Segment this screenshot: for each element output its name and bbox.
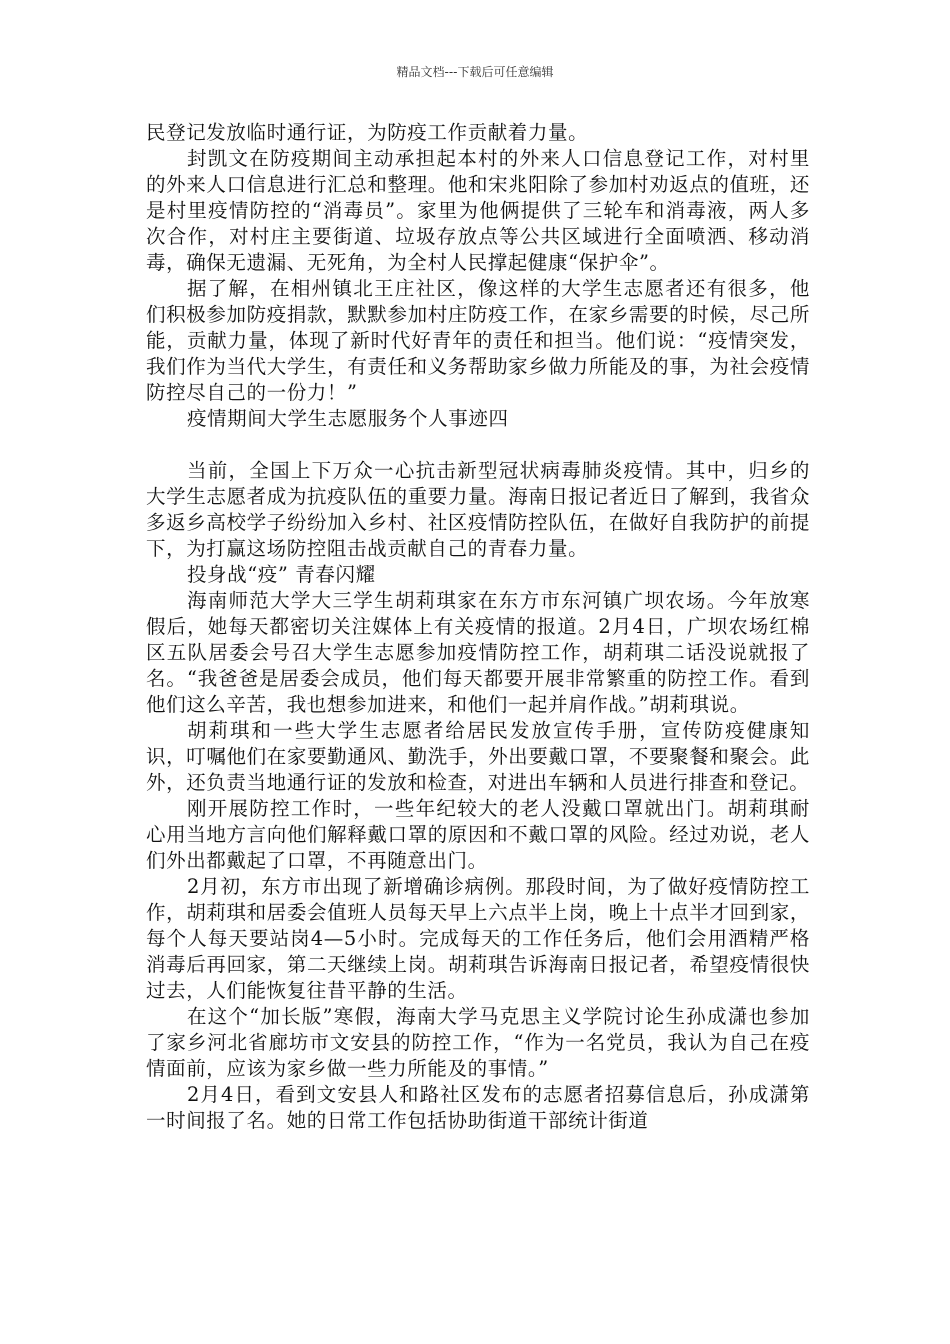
paragraph-8: 2月初，东方市出现了新增确诊病例。那段时间，为了做好疫情防控工作，胡莉琪和居委会值班人员每天早上六点半上岗，晚上十点半才回到家，每个人每天要站岗4—5小时。完成每天的工作任务后，他们会用酒精严格消毒后再回家，第二天继续上岗。胡莉琪告诉海南日报记者，希望疫情很快过去，人们能恢复往昔平静的生活。 [146,875,810,1002]
paragraph-10: 2月4日，看到文安县人和路社区发布的志愿者招募信息后，孙成潇第一时间报了名。她的日常工作包括协助街道干部统计街道 [146,1083,810,1132]
paragraph-1: 民登记发放临时通行证，为防疫工作贡献着力量。 [146,121,589,144]
blank-line [146,432,810,458]
paragraph-5: 海南师范大学大三学生胡莉琪家在东方市东河镇广坝农场。今年放寒假后，她每天都密切关注媒体上有关疫情的报道。2月4日，广坝农场红棉区五队居委会号召大学生志愿参加疫情防控工作，胡莉琪二话没说就报了名。“我爸爸是居委会成员，他们每天都要开展非常繁重的防控工作。看到他们这么辛苦，我也想参加进来，和他们一起并肩作战。”胡莉琪说。 [146,589,810,716]
paragraph-7: 刚开展防控工作时，一些年纪较大的老人没戴口罩就出门。胡莉琪耐心用当地方言向他们解释戴口罩的原因和不戴口罩的风险。经过劝说，老人们外出都戴起了口罩，不再随意出门。 [146,797,810,872]
section-heading: 疫情期间大学生志愿服务个人事迹四 [186,407,509,430]
document-body [146,120,810,1134]
paragraph-6: 胡莉琪和一些大学生志愿者给居民发放宣传手册，宣传防疫健康知识，叮嘱他们在家要勤通风、勤洗手，外出要戴口罩，不要聚餐和聚会。此外，还负责当地通行证的发放和检查，对进出车辆和人员进行排查和登记。 [146,719,810,794]
paragraph-9: 在这个“加长版”寒假，海南大学马克思主义学院讨论生孙成潇也参加了家乡河北省廊坊市文安县的防控工作，“作为一名党员，我认为自己在疫情面前，应该为家乡做一些力所能及的事情。” [146,1005,810,1080]
paragraph-3: 据了解，在相州镇北王庄社区，像这样的大学生志愿者还有很多，他们积极参加防疫捐款，默默参加村庄防疫工作，在家乡需要的时候，尽己所能，贡献力量，体现了新时代好青年的责任和担当。他们说：“疫情突发，我们作为当代大学生，有责任和义务帮助家乡做力所能及的事，为社会疫情防控尽自己的一份力！” [146,277,810,404]
subheading: 投身战“疫” 青春闪耀 [186,563,376,586]
paragraph-4: 当前，全国上下万众一心抗击新型冠状病毒肺炎疫情。其中，归乡的大学生志愿者成为抗疫队伍的重要力量。海南日报记者近日了解到，我省众多返乡高校学子纷纷加入乡村、社区疫情防控队伍，在做好自我防护的前提下，为打赢这场防控阻击战贡献自己的青春力量。 [146,459,810,560]
page-header: 精品文档---下载后可任意编辑 [396,65,554,79]
paragraph-2: 封凯文在防疫期间主动承担起本村的外来人口信息登记工作，对村里的外来人口信息进行汇总和整理。他和宋兆阳除了参加村劝返点的值班，还是村里疫情防控的“消毒员”。家里为他俩提供了三轮车和消毒液，两人多次合作，对村庄主要街道、垃圾存放点等公共区域进行全面喷洒、移动消毒，确保无遗漏、无死角，为全村人民撑起健康“保护伞”。 [146,147,810,274]
